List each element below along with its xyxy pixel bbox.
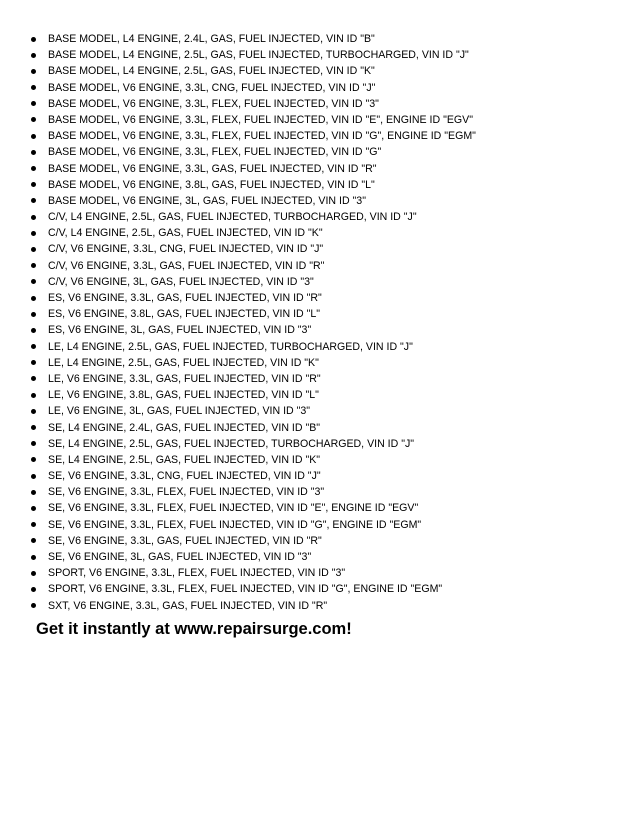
- bullet-icon: [31, 53, 36, 58]
- list-item-text: BASE MODEL, V6 ENGINE, 3.3L, FLEX, FUEL INJECTED, VIN ID "3": [48, 97, 379, 110]
- bullet-icon: [31, 522, 36, 527]
- bullet-icon: [31, 409, 36, 414]
- list-item: [30, 581, 620, 597]
- list-item-text: SE, L4 ENGINE, 2.4L, GAS, FUEL INJECTED, VIN ID "B": [48, 421, 321, 434]
- bullet-icon: [31, 263, 36, 268]
- list-item-text: LE, L4 ENGINE, 2.5L, GAS, FUEL INJECTED, TURBOCHARGED, VIN ID "J": [48, 340, 413, 353]
- list-item: [30, 436, 620, 452]
- bullet-icon: [31, 360, 36, 365]
- list-item-text: C/V, L4 ENGINE, 2.5L, GAS, FUEL INJECTED, VIN ID "K": [48, 227, 323, 240]
- list-item-text: SE, V6 ENGINE, 3.3L, FLEX, FUEL INJECTED, VIN ID "E", ENGINE ID "EGV": [48, 502, 419, 515]
- bullet-icon: [31, 215, 36, 220]
- list-item-text: SE, V6 ENGINE, 3L, GAS, FUEL INJECTED, VIN ID "3": [48, 551, 312, 563]
- list-item-text: C/V, V6 ENGINE, 3L, GAS, FUEL INJECTED, VIN ID "3": [48, 275, 314, 288]
- bullet-icon: [31, 150, 36, 155]
- list-item: [30, 144, 620, 160]
- list-item-text: SE, V6 ENGINE, 3.3L, FLEX, FUEL INJECTED, VIN ID "3": [48, 486, 325, 499]
- bullet-icon: [31, 85, 36, 90]
- list-item: [30, 225, 620, 241]
- bullet-icon: [31, 441, 36, 446]
- list-item: [30, 387, 620, 403]
- list-item-text: BASE MODEL, V6 ENGINE, 3.3L, GAS, FUEL INJECTED, VIN ID "R": [48, 162, 377, 175]
- list-item: [30, 452, 620, 468]
- bullet-icon: [31, 393, 36, 398]
- list-item: [30, 258, 620, 274]
- list-item: [30, 193, 620, 209]
- list-item: [30, 598, 620, 614]
- bullet-icon: [31, 182, 36, 187]
- bullet-icon: [31, 198, 36, 203]
- list-item-text: LE, V6 ENGINE, 3L, GAS, FUEL INJECTED, VIN ID "3": [48, 405, 311, 418]
- list-item: [30, 274, 620, 290]
- list-item-text: BASE MODEL, L4 ENGINE, 2.5L, GAS, FUEL INJECTED, TURBOCHARGED, VIN ID "J": [48, 49, 469, 62]
- list-item: [30, 241, 620, 257]
- list-item: [30, 322, 620, 338]
- bullet-icon: [31, 69, 36, 74]
- call-to-action-text: Get it instantly at www.repairsurge.com!: [36, 620, 352, 638]
- list-item-text: BASE MODEL, V6 ENGINE, 3.3L, FLEX, FUEL INJECTED, VIN ID "G": [48, 146, 382, 159]
- list-item: [30, 47, 620, 63]
- list-item: [30, 80, 620, 96]
- bullet-icon: [31, 37, 36, 42]
- list-item-text: SXT, V6 ENGINE, 3.3L, GAS, FUEL INJECTED, VIN ID "R": [48, 599, 328, 612]
- list-item-text: BASE MODEL, V6 ENGINE, 3.3L, CNG, FUEL INJECTED, VIN ID "J": [48, 81, 376, 94]
- bullet-icon: [31, 571, 36, 576]
- list-item-text: C/V, V6 ENGINE, 3.3L, GAS, FUEL INJECTED, VIN ID "R": [48, 259, 325, 272]
- list-item: [30, 549, 620, 565]
- list-item: [30, 112, 620, 128]
- list-item: [30, 128, 620, 144]
- bullet-icon: [31, 166, 36, 171]
- list-item-text: LE, V6 ENGINE, 3.8L, GAS, FUEL INJECTED, VIN ID "L": [48, 389, 319, 402]
- bullet-icon: [31, 344, 36, 349]
- list-item-text: SPORT, V6 ENGINE, 3.3L, FLEX, FUEL INJECTED, VIN ID "3": [48, 567, 346, 580]
- list-item: [30, 533, 620, 549]
- list-item-text: SE, V6 ENGINE, 3.3L, GAS, FUEL INJECTED, VIN ID "R": [48, 534, 322, 547]
- list-item: [30, 290, 620, 306]
- list-item-text: ES, V6 ENGINE, 3L, GAS, FUEL INJECTED, VIN ID "3": [48, 324, 312, 337]
- bullet-icon: [31, 134, 36, 139]
- list-item: [30, 209, 620, 225]
- list-item: [30, 161, 620, 177]
- bullet-icon: [31, 425, 36, 430]
- list-item-text: BASE MODEL, V6 ENGINE, 3.3L, FLEX, FUEL INJECTED, VIN ID "E", ENGINE ID "EGV": [48, 113, 473, 126]
- list-item-text: SE, V6 ENGINE, 3.3L, FLEX, FUEL INJECTED, VIN ID "G", ENGINE ID "EGM": [48, 518, 422, 531]
- list-item: [30, 63, 620, 79]
- list-item: [30, 468, 620, 484]
- list-item-text: LE, L4 ENGINE, 2.5L, GAS, FUEL INJECTED, VIN ID "K": [48, 356, 319, 369]
- bullet-icon: [31, 603, 36, 608]
- list-item-text: SE, L4 ENGINE, 2.5L, GAS, FUEL INJECTED, TURBOCHARGED, VIN ID "J": [48, 437, 415, 450]
- vehicle-configuration-list: [30, 31, 620, 614]
- bullet-icon: [31, 538, 36, 543]
- list-item: [30, 177, 620, 193]
- bullet-icon: [31, 328, 36, 333]
- bullet-icon: [31, 376, 36, 381]
- bullet-icon: [31, 587, 36, 592]
- bullet-icon: [31, 101, 36, 106]
- list-item: [30, 420, 620, 436]
- bullet-icon: [31, 555, 36, 560]
- list-item: [30, 484, 620, 500]
- list-item: [30, 355, 620, 371]
- list-item-text: ES, V6 ENGINE, 3.8L, GAS, FUEL INJECTED, VIN ID "L": [48, 308, 321, 321]
- bullet-icon: [31, 296, 36, 301]
- bullet-icon: [31, 490, 36, 495]
- list-item-text: BASE MODEL, L4 ENGINE, 2.5L, GAS, FUEL INJECTED, VIN ID "K": [48, 65, 375, 78]
- bullet-icon: [31, 247, 36, 252]
- bullet-icon: [31, 231, 36, 236]
- list-item-text: C/V, L4 ENGINE, 2.5L, GAS, FUEL INJECTED, TURBOCHARGED, VIN ID "J": [48, 211, 417, 224]
- list-item: [30, 306, 620, 322]
- list-item-text: SPORT, V6 ENGINE, 3.3L, FLEX, FUEL INJECTED, VIN ID "G", ENGINE ID "EGM": [48, 583, 443, 596]
- bullet-icon: [31, 117, 36, 122]
- list-item: [30, 339, 620, 355]
- list-item: [30, 371, 620, 387]
- list-item-text: BASE MODEL, V6 ENGINE, 3.8L, GAS, FUEL INJECTED, VIN ID "L": [48, 178, 375, 191]
- list-item: [30, 31, 620, 47]
- bullet-icon: [31, 279, 36, 284]
- bullet-icon: [31, 312, 36, 317]
- list-item-text: BASE MODEL, L4 ENGINE, 2.4L, GAS, FUEL INJECTED, VIN ID "B": [48, 33, 375, 45]
- list-item: [30, 403, 620, 419]
- list-item: [30, 96, 620, 112]
- list-item-text: ES, V6 ENGINE, 3.3L, GAS, FUEL INJECTED, VIN ID "R": [48, 292, 322, 304]
- bullet-icon: [31, 474, 36, 479]
- bullet-icon: [31, 457, 36, 462]
- list-item-text: SE, V6 ENGINE, 3.3L, CNG, FUEL INJECTED, VIN ID "J": [48, 470, 321, 483]
- bullet-icon: [31, 506, 36, 511]
- list-item-text: BASE MODEL, V6 ENGINE, 3.3L, FLEX, FUEL INJECTED, VIN ID "G", ENGINE ID "EGM": [48, 130, 476, 143]
- list-item-text: LE, V6 ENGINE, 3.3L, GAS, FUEL INJECTED, VIN ID "R": [48, 372, 321, 385]
- list-item: [30, 565, 620, 581]
- list-item-text: SE, L4 ENGINE, 2.5L, GAS, FUEL INJECTED, VIN ID "K": [48, 453, 321, 466]
- list-item-text: BASE MODEL, V6 ENGINE, 3L, GAS, FUEL INJECTED, VIN ID "3": [48, 194, 366, 207]
- list-item-text: C/V, V6 ENGINE, 3.3L, CNG, FUEL INJECTED, VIN ID "J": [48, 243, 324, 256]
- list-item: [30, 517, 620, 533]
- list-item: [30, 500, 620, 516]
